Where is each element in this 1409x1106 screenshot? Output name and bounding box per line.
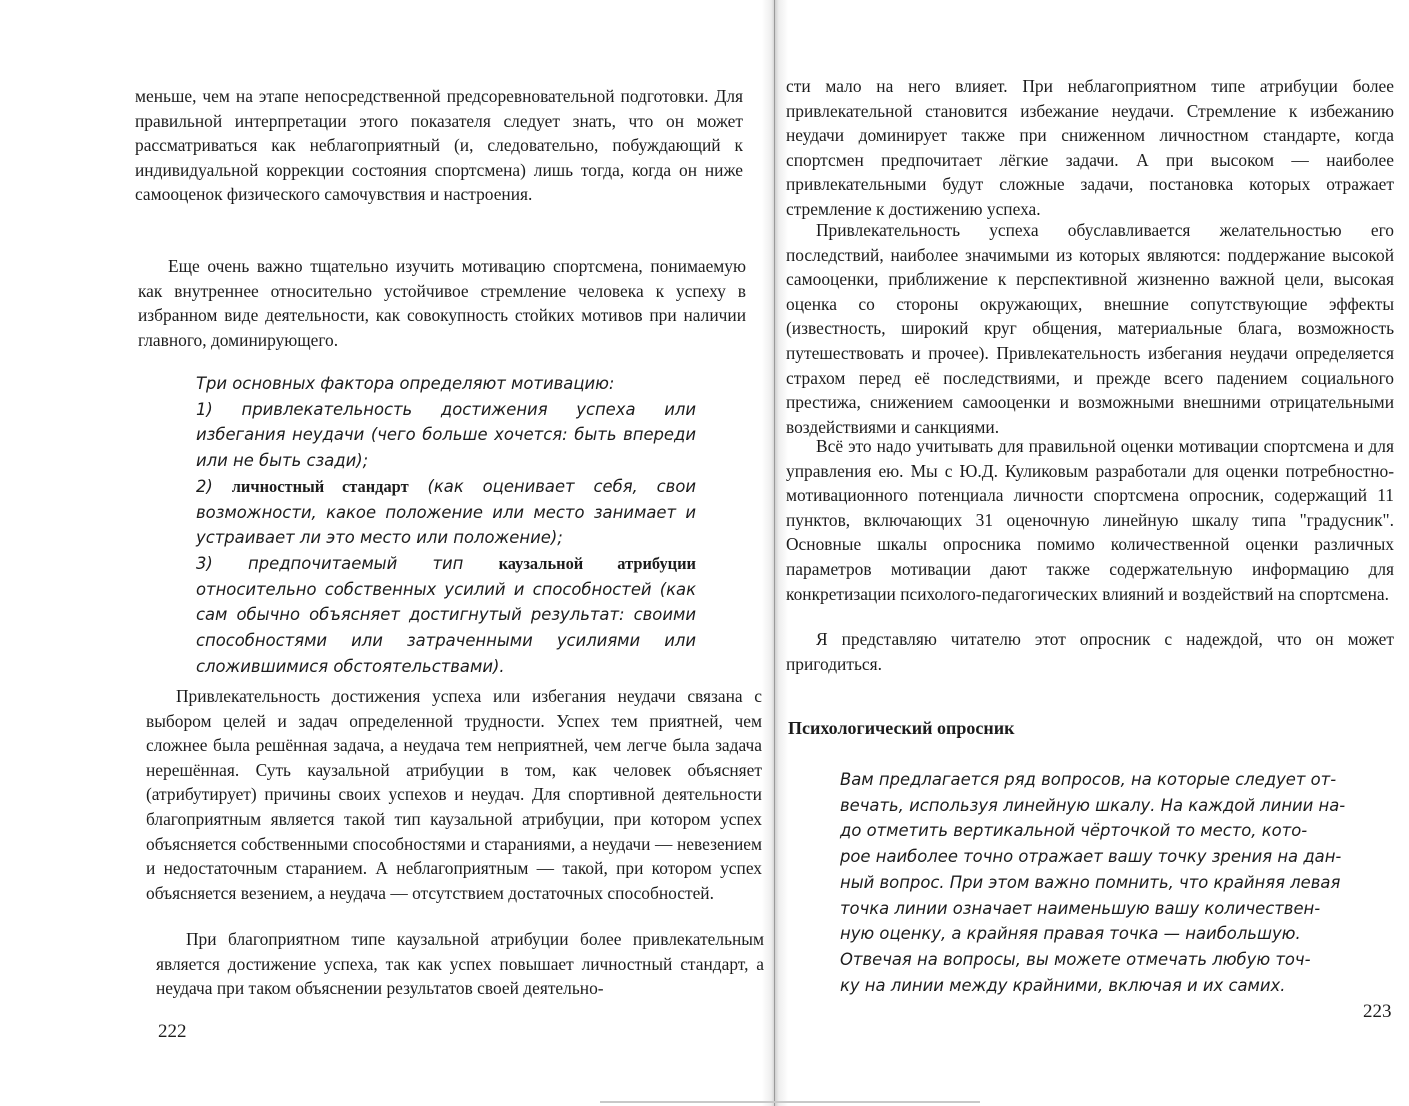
right-page-number: 223 — [1363, 1001, 1392, 1022]
factor-2-number: 2) — [196, 476, 213, 496]
right-paragraph-2: Привлекательность успеха обуславливается желательностью его последствий, наиболее значимыми из которых являются: поддержание высокой самооценки, приближение к перспективной жизненно важной цели, высокая оценка со стороны окружающих, внешние сопутствующие эффекты (известность, широкий круг общения, материальные блага, возможность путешествовать и прочее). Привлекательность избегания неудачи определяется страхом перед её последствиями, и прежде всего падением социального престижа, снижением самооценки и возможными внешними отрицательными воздействиями и санкциями. — [786, 220, 1394, 437]
factor-2-text: (как оценивает себя, свои возможности, какое положение или место занимает и устраивает ли это место или положение); — [196, 476, 696, 548]
instruction-line: рое наиболее точно отражает вашу точку зрения на дан- — [840, 847, 1342, 867]
factor-3-text: относительно собственных усилий и способностей (как сам обычно объясняет достигнутый результат: своими способностями или затраченными усилиями или сложившимися обстоятельствами). — [196, 579, 696, 676]
motivation-factors-block — [196, 371, 696, 679]
instruction-line: Отвечая на вопросы, вы можете отмечать любую точ- — [840, 949, 1311, 969]
factor-1: 1) привлекательность достижения успеха или избегания неудачи (чего больше хочется: быть впереди или не быть сзади); — [196, 399, 696, 471]
left-paragraph-3: Привлекательность достижения успеха или избегания неудачи связана с выбором целей и задач определенной трудности. Успех тем приятней, чем сложнее была решённая задача, а неудача тем неприятней, чем легче была задача нерешённая. Суть каузальной атрибуции в том, как человек объясняет (атрибутирует) причины своих успехов и неудач. Для спортивной деятельности благоприятным является такой тип каузальной атрибуции, при котором успех объясняется собственными способностями и стараниями, а неудачи — невезением и недостаточным старанием. А неблагоприятным — такой, при котором успех объясняется везением, а неудача — отсутствием достаточных способностей. — [146, 686, 762, 903]
left-page-number: 222 — [158, 1021, 187, 1042]
factors-intro: Три основных фактора определяют мотивацию: — [196, 374, 615, 393]
left-paragraph-2: Еще очень важно тщательно изучить мотивацию спортсмена, понимаемую как внутреннее относительно устойчивое стремление человека к успеху в избранном виде деятельности, как совокупность стойких мотивов при наличии главного, доминирующего. — [138, 256, 746, 350]
questionnaire-instructions — [840, 767, 1360, 998]
instruction-line: точка линии означает наименьшую вашу количествен- — [840, 898, 1321, 918]
instruction-line: Вам предлагается ряд вопросов, на которые следует от- — [840, 770, 1337, 789]
factor-3-prefix: 3) предпочитаемый тип — [196, 553, 464, 573]
instruction-line: вечать, используя линейную шкалу. На каждой линии на- — [840, 795, 1346, 815]
right-page — [780, 0, 1409, 1106]
instruction-line: ку на линии между крайними, включая и их самих. — [840, 975, 1286, 995]
right-paragraph-3: Всё это надо учитывать для правильной оценки мотивации спортсмена и для управления ею. Мы с Ю.Д. Куликовым разработали для оценки потребностно-мотивационного потенциала личности спортсмена опросник, содержащий 11 пунктов, включающих 31 оценочную линейную шкалу типа "градусник". Основные шкалы опросника помимо количественной оценки различных параметров мотивации дают также содержательную информацию для конкретизации психолого-педагогических влияний и воздействий на спортсмена. — [786, 436, 1394, 604]
factor-2-term: личностный стандарт — [231, 476, 409, 496]
right-paragraph-1: сти мало на него влияет. При неблагоприятном типе атрибуции более привлекательной становится избежание неудачи. Стремление к избежанию неудачи доминирует также при сниженном личностном стандарте, когда спортсмен предпочитает лёгкие задачи. А при высоком — наиболее привлекательными будут сложные задачи, постановка которых отражает стремление к достижению успеха. — [786, 76, 1394, 219]
factor-2 — [196, 474, 696, 551]
left-paragraph-1: меньше, чем на этапе непосредственной предсоревновательной подготовки. Для правильной интерпретации этого показателя следует знать, что он может рассматриваться как неблагоприятный (и, следовательно, побуждающий к индивидуальной коррекции состояния спортсмена) лишь тогда, когда он ниже самооценок физического самочувствия и настроения. — [135, 86, 743, 205]
left-paragraph-4: При благоприятном типе каузальной атрибуции более привлекательным является достижение успеха, так как успех повышает личностный стандарт, а неудача при таком объяснении результатов своей деятельно- — [156, 929, 764, 999]
instruction-line: ный вопрос. При этом важно помнить, что крайняя левая — [840, 872, 1341, 892]
right-paragraph-4: Я представляю читателю этот опросник с надеждой, что он может пригодиться. — [786, 629, 1394, 674]
instruction-line: ную оценку, а крайняя правая точка — наибольшую. — [840, 924, 1301, 944]
factor-3-term: каузальной атрибуции — [498, 553, 696, 573]
questionnaire-heading: Психологический опросник — [788, 718, 1015, 738]
instruction-line: до отметить вертикальной чёрточкой то место, кото- — [840, 821, 1308, 841]
factor-3 — [196, 551, 696, 680]
